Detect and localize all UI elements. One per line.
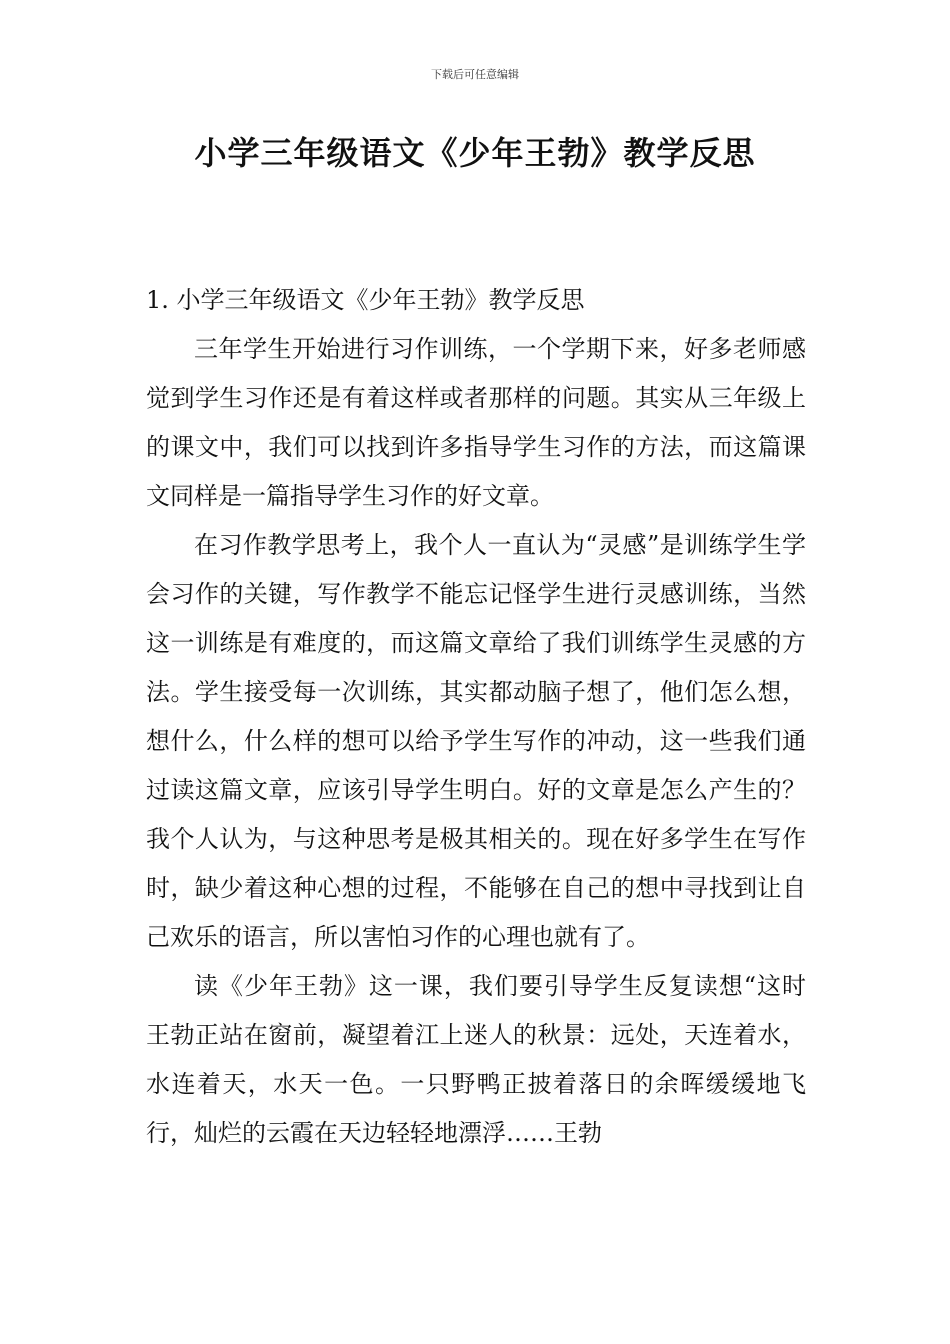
paragraph-2: 在习作教学思考上，我个人一直认为“灵感”是训练学生学会习作的关键，写作教学不能忘记怪学生进行灵感训练，当然这一训练是有难度的，而这篇文章给了我们训练学生灵感的方法。学生接受每一次训练，其实都动脑子想了，他们怎么想，想什么，什么样的想可以给予学生写作的冲动，这一些我们通过读这篇文章，应该引导学生明白。好的文章是怎么产生的？我个人认为，与这种思考是极其相关的。现在好多学生在写作时，缺少着这种心想的过程，不能够在自己的想中寻找到让自己欢乐的语言，所以害怕习作的心理也就有了。 — [146, 531, 806, 951]
section-heading: 1. 小学三年级语文《少年王勃》教学反思 — [146, 286, 585, 314]
paragraph-1: 三年学生开始进行习作训练，一个学期下来，好多老师感觉到学生习作还是有着这样或者那样的问题。其实从三年级上的课文中，我们可以找到许多指导学生习作的方法，而这篇课文同样是一篇指导学生习作的好文章。 — [146, 335, 806, 510]
document-body — [146, 276, 806, 1158]
paragraph-3: 读《少年王勃》这一课，我们要引导学生反复读想“这时王勃正站在窗前，凝望着江上迷人的秋景：远处，天连着水，水连着天，水天一色。一只野鸭正披着落日的余晖缓缓地飞行，灿烂的云霞在天边轻轻地漂浮……王勃 — [146, 972, 806, 1147]
document-title: 小学三年级语文《少年王勃》教学反思 — [194, 134, 756, 172]
header-note: 下载后可任意编辑 — [431, 68, 519, 81]
